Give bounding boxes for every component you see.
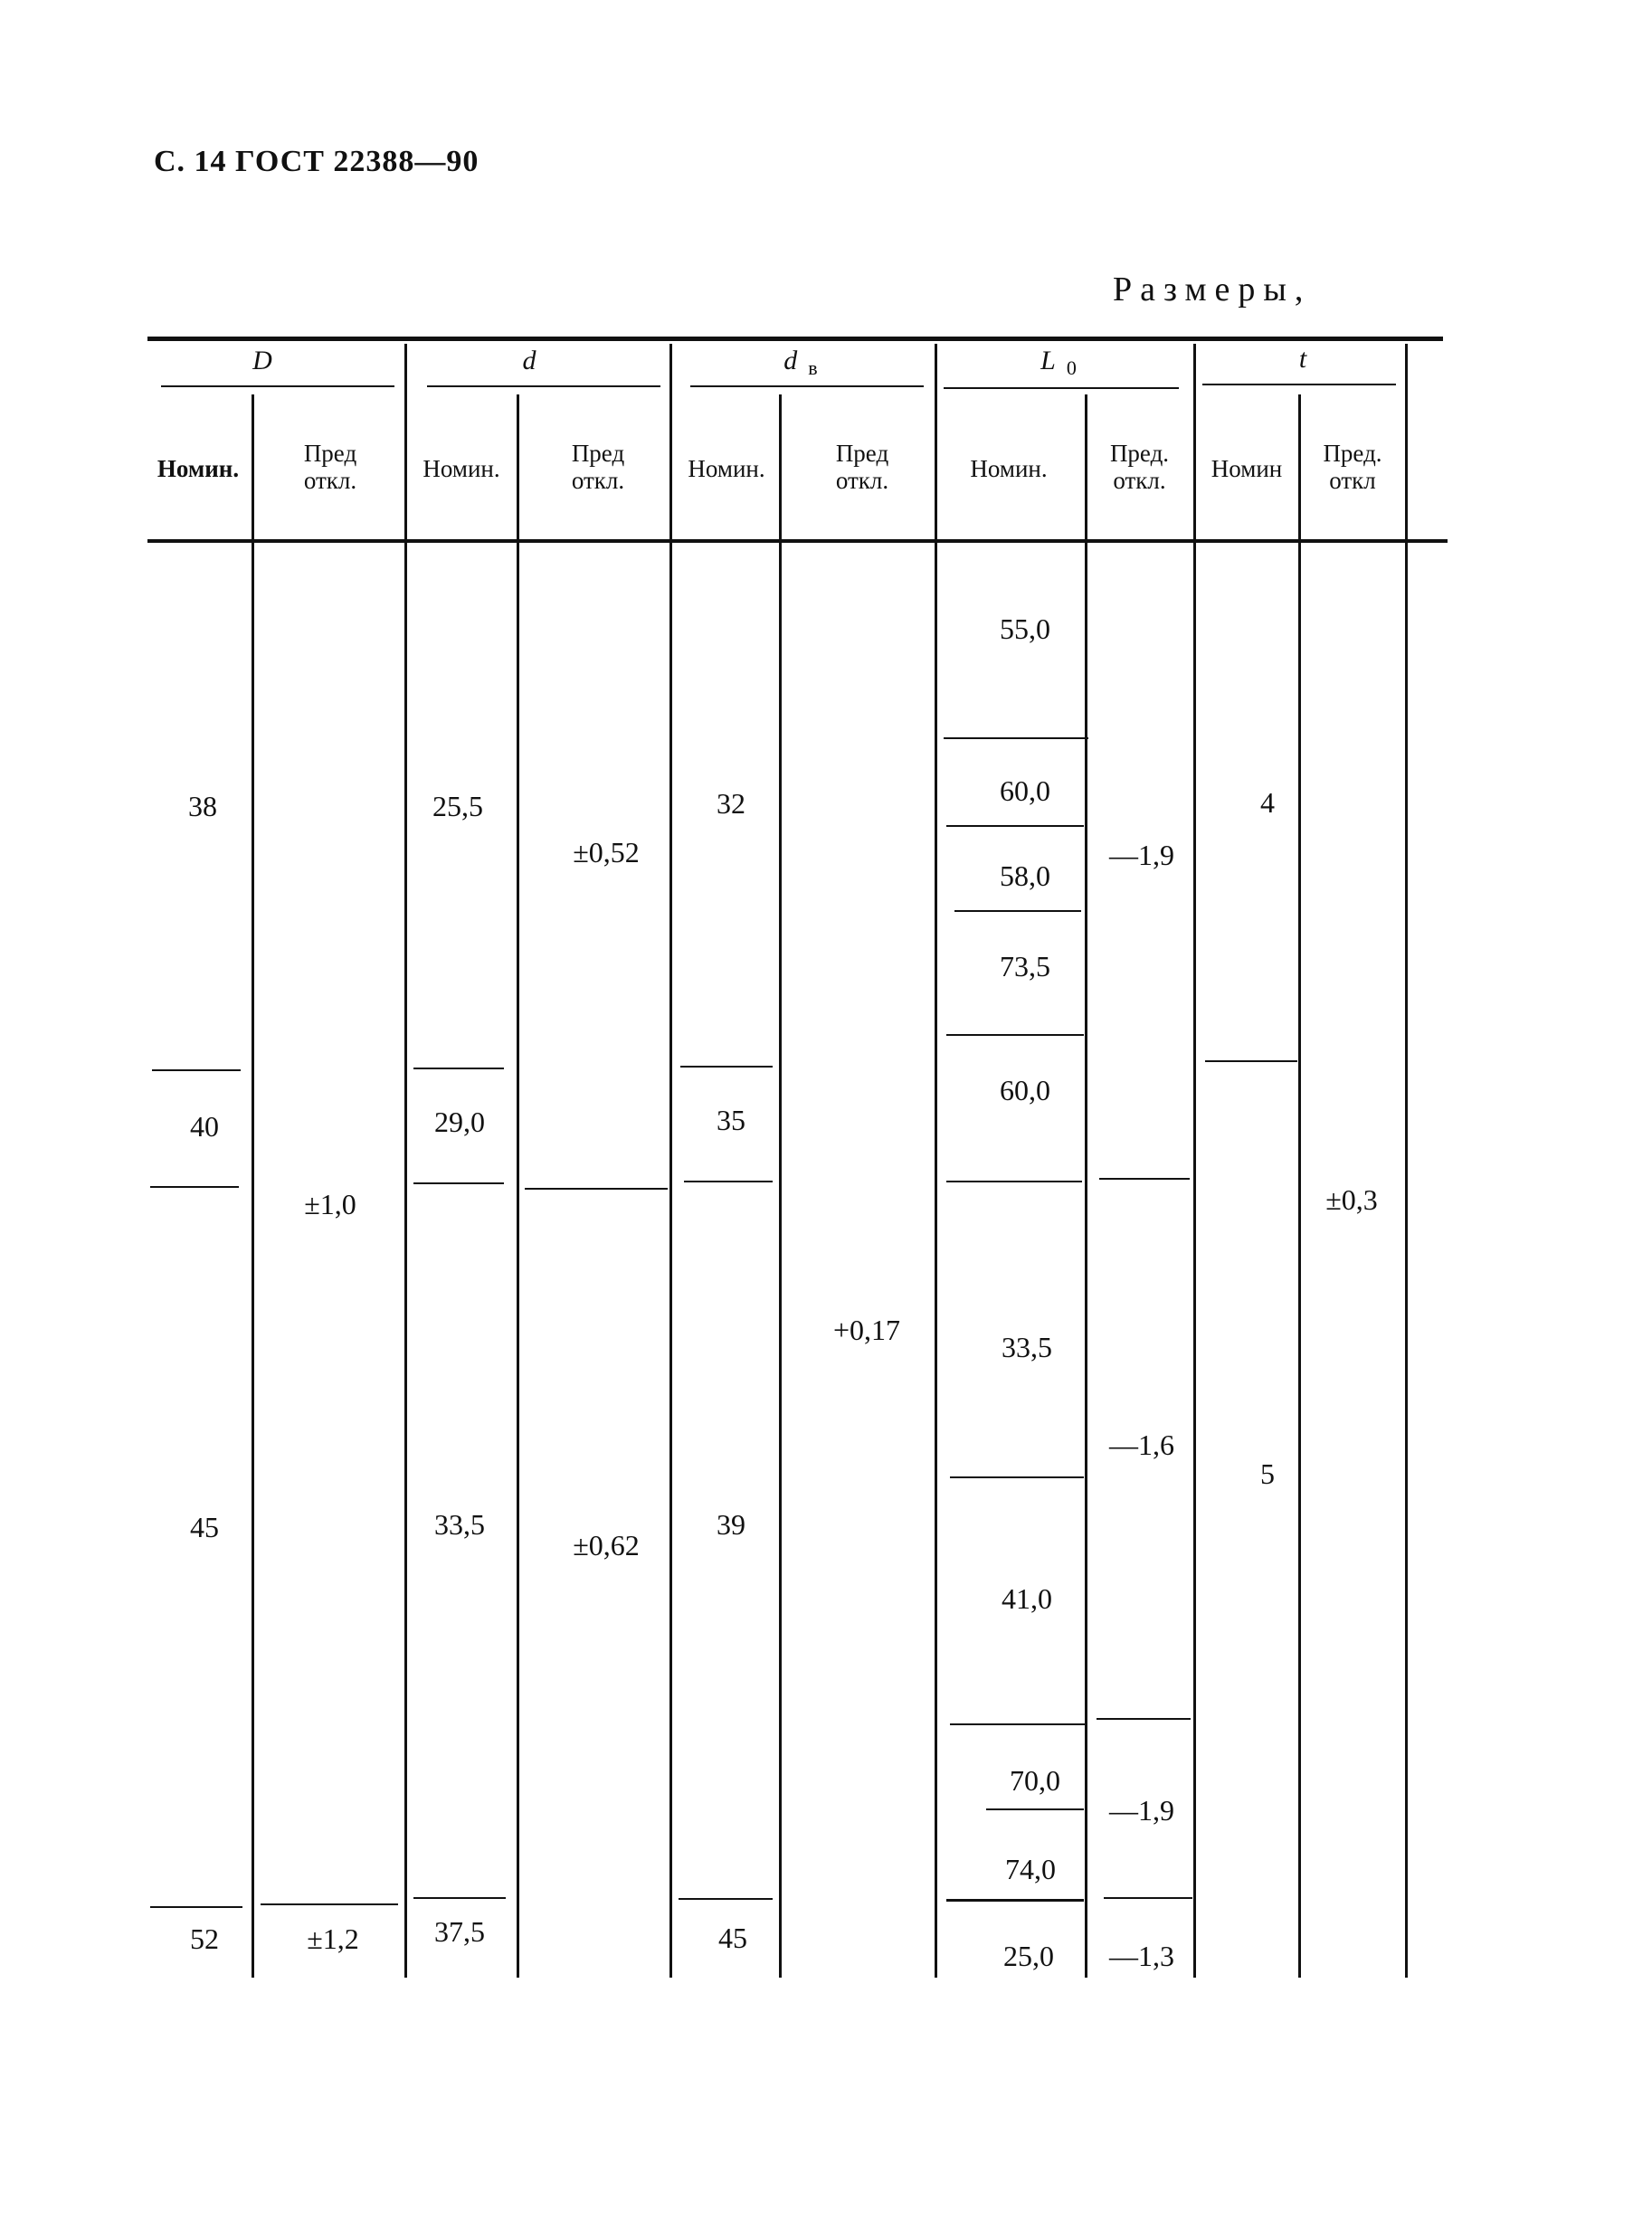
row-divider (946, 1899, 1084, 1902)
dv-nom-cell: 45 (718, 1922, 747, 1954)
subheader-d-nomin: Номин. (422, 455, 500, 482)
t-nom-cell: 5 (1260, 1457, 1275, 1490)
d-nom-cell: 33,5 (434, 1508, 485, 1541)
d-nom-cell: 25,5 (432, 790, 483, 822)
group-header-L0: L $_0$ (1040, 346, 1077, 379)
L0-nom-cell: 41,0 (1002, 1582, 1052, 1615)
col-rule (935, 344, 937, 1978)
d-nom-cell: 29,0 (434, 1106, 485, 1138)
page-header: С. 14 ГОСТ 22388—90 (154, 145, 479, 178)
row-divider (152, 1069, 241, 1071)
L0-tol-cell: —1,9 (1109, 1794, 1174, 1827)
dv-nom-cell: 39 (717, 1508, 745, 1541)
group-header-D: D (252, 346, 272, 375)
subheader-L0-nomin: Номин. (970, 455, 1048, 482)
row-divider (261, 1903, 398, 1905)
col-rule (1193, 344, 1196, 1978)
row-divider (679, 1898, 773, 1900)
group-underline (690, 385, 924, 387)
D-nom-cell: 45 (190, 1511, 219, 1543)
row-divider (1205, 1060, 1297, 1062)
subheader-dv-nomin: Номин. (688, 455, 765, 482)
subheader-L0-tol: Пред. откл. (1109, 440, 1170, 494)
L0-nom-cell: 60,0 (1000, 1074, 1050, 1106)
row-divider (954, 910, 1081, 912)
col-rule (517, 394, 519, 1978)
header-bottom-rule (147, 539, 1448, 543)
row-divider (150, 1186, 239, 1188)
row-divider (946, 1181, 1082, 1182)
subheader-D-tol: Пред откл. (303, 440, 357, 494)
L0-tol-cell: —1,9 (1109, 839, 1174, 871)
subscript-v: в (808, 356, 818, 379)
d-nom-cell: 37,5 (434, 1915, 485, 1948)
group-underline (427, 385, 660, 387)
D-nom-cell: 38 (188, 790, 217, 822)
d-tol-cell: ±0,52 (573, 836, 640, 868)
row-divider (413, 1182, 504, 1184)
L0-nom-cell: 58,0 (1000, 859, 1050, 892)
L0-nom-cell: 25,0 (1003, 1940, 1054, 1972)
L0-nom-cell: 55,0 (1000, 612, 1050, 645)
row-divider (946, 825, 1084, 827)
L0-nom-cell: 70,0 (1010, 1764, 1060, 1797)
col-rule (779, 394, 782, 1978)
row-divider (413, 1068, 504, 1069)
col-rule (669, 344, 672, 1978)
row-divider (1097, 1718, 1191, 1720)
t-nom-cell: 4 (1260, 786, 1275, 819)
subheader-D-nomin: Номин. (157, 455, 240, 482)
row-divider (525, 1188, 668, 1190)
D-tol-cell: ±1,0 (304, 1188, 356, 1220)
L0-tol-cell: —1,6 (1109, 1428, 1174, 1461)
table-top-rule (147, 337, 1443, 341)
group-header-t: t (1298, 344, 1307, 374)
col-rule (1405, 344, 1408, 1978)
row-divider (684, 1181, 773, 1182)
D-nom-cell: 40 (190, 1110, 219, 1143)
subscript-0: 0 (1066, 356, 1077, 379)
group-underline (161, 385, 394, 387)
row-divider (1099, 1178, 1190, 1180)
subheader-t-nomin: Номин (1211, 455, 1283, 482)
D-tol-cell: ±1,2 (307, 1922, 359, 1955)
col-rule (404, 344, 407, 1978)
group-underline (944, 387, 1179, 389)
row-divider (950, 1723, 1086, 1725)
t-tol-cell: ±0,3 (1325, 1183, 1378, 1216)
L0-nom-cell: 60,0 (1000, 774, 1050, 807)
row-divider (413, 1897, 506, 1899)
row-divider (1104, 1897, 1192, 1899)
subheader-d-tol: Пред откл. (571, 440, 625, 494)
L0-nom-cell: 74,0 (1005, 1853, 1056, 1885)
subheader-t-tol: Пред. откл (1323, 440, 1382, 494)
dv-tol-cell: +0,17 (832, 1314, 901, 1346)
group-header-d: d (522, 346, 536, 375)
row-divider (946, 1034, 1084, 1036)
subheader-dv-tol: Пред откл. (835, 440, 889, 494)
row-divider (680, 1066, 773, 1068)
L0-tol-cell: —1,3 (1109, 1940, 1174, 1972)
table-caption: Размеры, (1113, 271, 1312, 308)
L0-nom-cell: 33,5 (1002, 1331, 1052, 1363)
group-underline (1202, 384, 1396, 385)
row-divider (150, 1906, 242, 1908)
col-rule (252, 394, 254, 1978)
dv-nom-cell: 35 (717, 1104, 745, 1136)
row-divider (950, 1476, 1084, 1478)
group-header-dv: d $_в$ (783, 346, 818, 379)
D-nom-cell: 52 (190, 1922, 219, 1955)
L0-nom-cell: 73,5 (1000, 950, 1050, 982)
row-divider (944, 737, 1088, 739)
d-tol-cell: ±0,62 (573, 1529, 640, 1561)
dv-nom-cell: 32 (717, 787, 745, 820)
